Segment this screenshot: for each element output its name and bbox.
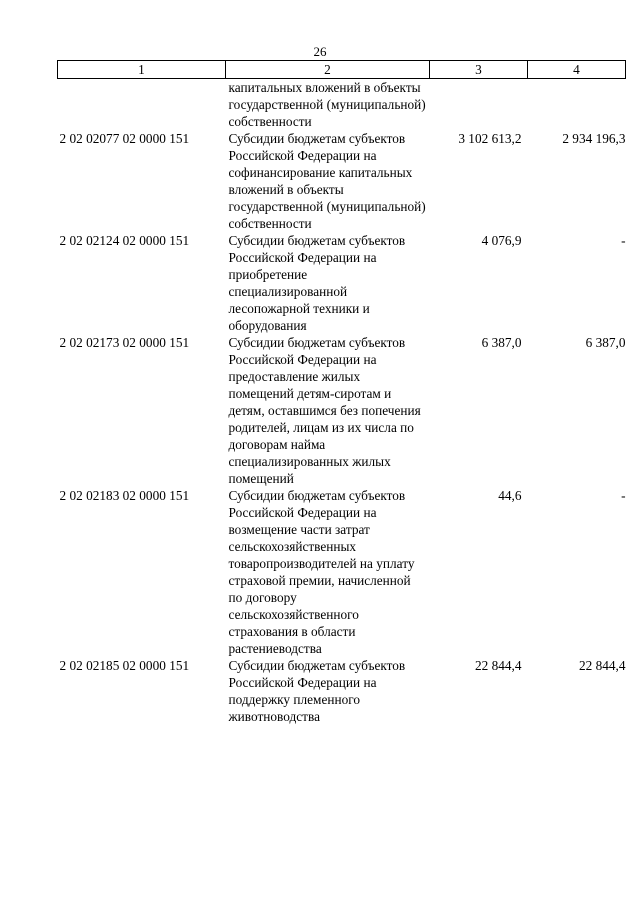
cell-value-3: 22 844,4	[474, 658, 522, 673]
cell-empty	[528, 79, 626, 131]
cell-name: Субсидии бюджетам субъектов Российской Федерации на софинансирование капитальных вложений в объекты государственной (муниципальной) собственности	[228, 131, 426, 231]
cell-continuation-text: капитальных вложений в объекты государственной (муниципальной) собственности	[228, 80, 426, 129]
cell-name: Субсидии бюджетам субъектов Российской Федерации на возмещение части затрат сельскохозяйственных товаропроизводителей на уплату страховой премии, начисленной по договору сельскохозяйственного страхования в области растениеводства	[228, 488, 415, 656]
cell-value-3: 6 387,0	[481, 335, 522, 350]
cell-name: Субсидии бюджетам субъектов Российской Федерации на поддержку племенного животноводства	[228, 658, 406, 724]
table-row	[58, 657, 626, 725]
table-row-continuation	[58, 79, 626, 131]
table-header-row	[58, 61, 626, 79]
cell-code: 2 02 02173 02 0000 151	[59, 335, 190, 350]
cell-value-3: 4 076,9	[481, 233, 522, 248]
table-row	[58, 334, 626, 487]
cell-name: Субсидии бюджетам субъектов Российской Федерации на предоставление жилых помещений детям-сиротам и детям, оставшимся без попечения родителей, лицам из их числа по договорам найма специализированных жилых помещений	[228, 335, 421, 486]
cell-value-3: 44,6	[498, 488, 522, 503]
column-header-3: 3	[430, 61, 528, 79]
cell-code: 2 02 02077 02 0000 151	[59, 131, 190, 146]
cell-value-4: -	[621, 488, 626, 503]
table-row	[58, 232, 626, 334]
table-row	[58, 130, 626, 232]
column-header-4: 4	[528, 61, 626, 79]
cell-code: 2 02 02124 02 0000 151	[59, 233, 190, 248]
column-header-1: 1	[58, 61, 226, 79]
table-row	[58, 487, 626, 657]
column-header-2: 2	[226, 61, 430, 79]
page-number: 26	[313, 44, 327, 59]
cell-value-4: 2 934 196,3	[562, 131, 626, 146]
cell-value-4: 6 387,0	[585, 335, 626, 350]
cell-empty	[430, 79, 528, 131]
cell-value-4: -	[621, 233, 626, 248]
cell-code-empty	[58, 79, 226, 131]
cell-value-3: 3 102 613,2	[458, 131, 522, 146]
cell-code: 2 02 02183 02 0000 151	[59, 488, 190, 503]
cell-code: 2 02 02185 02 0000 151	[59, 658, 190, 673]
cell-value-4: 22 844,4	[578, 658, 626, 673]
cell-name: Субсидии бюджетам субъектов Российской Федерации на приобретение специализированной лесопожарной техники и оборудования	[228, 233, 406, 333]
budget-table	[57, 60, 626, 725]
